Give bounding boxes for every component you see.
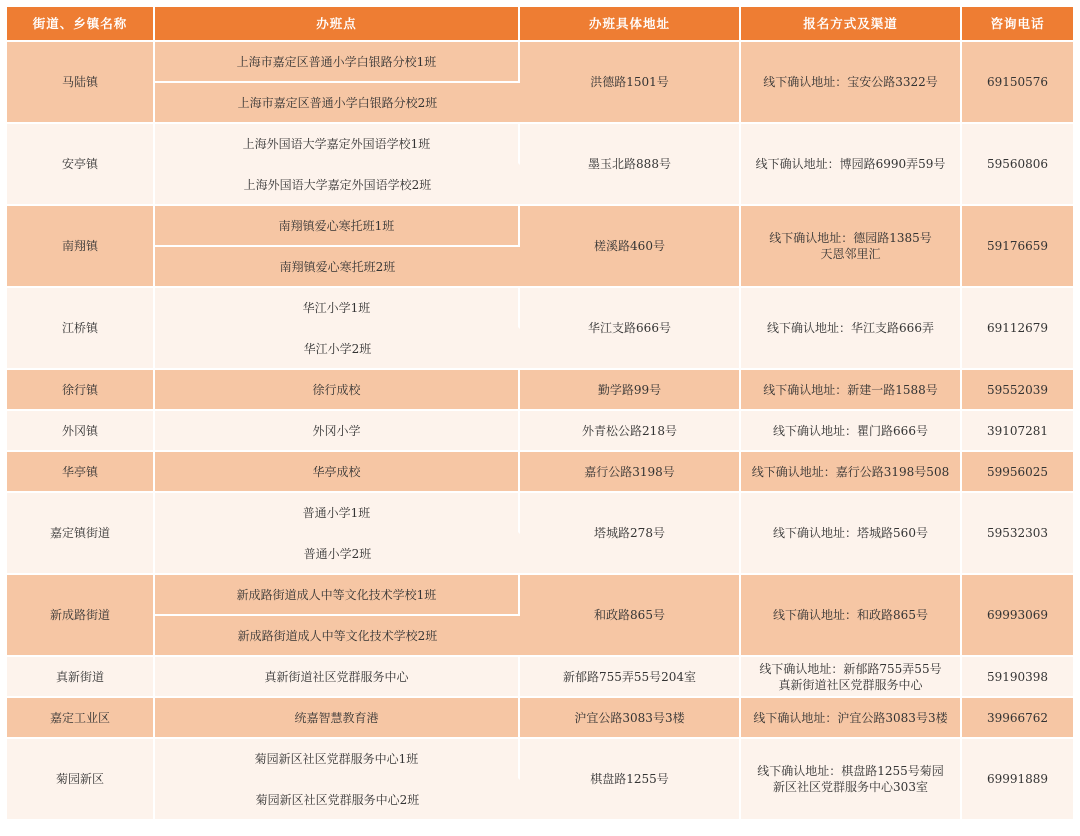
signup-cell [741,124,962,206]
signup-cell [741,288,962,370]
header-signup: 报名方式及渠道 [741,7,962,42]
table-row [7,206,1073,247]
signup-line: 天恩邻里汇 [820,247,881,261]
phone-cell: 59560806 [962,124,1073,206]
signup-line: 线下确认地址：瞿门路666号 [773,423,928,438]
header-phone: 咨询电话 [962,7,1073,42]
town-name-cell: 江桥镇 [7,288,155,370]
table-row [7,42,1073,83]
site-name-cell: 南翔镇爱心寒托班2班 [155,247,520,288]
town-name-cell: 嘉定工业区 [7,698,155,739]
table-row [7,698,1073,739]
phone-cell: 39966762 [962,698,1073,739]
header-site: 办班点 [155,7,520,42]
table-row [7,493,1073,534]
site-name-cell: 外冈小学 [155,411,520,452]
town-name-cell: 真新街道 [7,657,155,698]
site-name-cell: 徐行成校 [155,370,520,411]
address-cell: 嘉行公路3198号 [520,452,741,493]
phone-cell: 59176659 [962,206,1073,288]
signup-line: 新区社区党群服务中心303室 [773,780,928,794]
signup-line: 线下确认地址：德园路1385号 [769,231,932,245]
site-name-cell: 真新街道社区党群服务中心 [155,657,520,698]
town-name-cell: 新成路街道 [7,575,155,657]
site-name-cell: 上海外国语大学嘉定外国语学校1班 [155,124,520,165]
phone-cell: 59190398 [962,657,1073,698]
table-row [7,288,1073,329]
signup-cell [741,42,962,124]
site-name-cell: 菊园新区社区党群服务中心1班 [155,739,520,780]
town-name-cell: 菊园新区 [7,739,155,821]
table-row-group [7,739,1073,821]
table-header [7,7,1073,42]
town-name-cell: 安亭镇 [7,124,155,206]
address-cell: 沪宜公路3083号3楼 [520,698,741,739]
signup-line: 线下确认地址：塔城路560号 [773,526,928,540]
phone-cell: 59552039 [962,370,1073,411]
page [7,7,1073,821]
table-row [7,124,1073,165]
signup-line: 线下确认地址：宝安公路3322号 [763,75,938,89]
site-name-cell: 统嘉智慧教育港 [155,698,520,739]
signup-cell [741,739,962,821]
town-name-cell: 嘉定镇街道 [7,493,155,575]
address-cell: 勤学路99号 [520,370,741,411]
header-town: 街道、乡镇名称 [7,7,155,42]
table-row-group [7,370,1073,411]
town-name-cell: 外冈镇 [7,411,155,452]
phone-cell: 59956025 [962,452,1073,493]
table-row-group [7,206,1073,288]
table-row-group [7,288,1073,370]
town-name-cell: 马陆镇 [7,42,155,124]
table-row [7,575,1073,616]
signup-line: 线下确认地址：嘉行公路3198号508 [751,464,950,479]
table-row-group [7,657,1073,698]
address-cell: 和政路865号 [520,575,741,657]
signup-cell [741,206,962,288]
site-name-cell: 华亭成校 [155,452,520,493]
town-name-cell: 南翔镇 [7,206,155,288]
table-row [7,657,1073,698]
address-cell: 华江支路666号 [520,288,741,370]
table-row-group [7,42,1073,124]
signup-line: 真新街道社区党群服务中心 [778,677,923,692]
phone-cell: 69993069 [962,575,1073,657]
site-name-cell: 新成路街道成人中等文化技术学校2班 [155,616,520,657]
table-row [7,370,1073,411]
table-row-group [7,124,1073,206]
table-row-group [7,575,1073,657]
table-row [7,452,1073,493]
signup-line: 线下确认地址：华江支路666弄 [767,321,934,335]
table-row [7,411,1073,452]
address-cell: 棋盘路1255号 [520,739,741,821]
signup-cell [741,698,962,739]
signup-cell [741,657,962,698]
table-row [7,739,1073,780]
signup-line: 线下确认地址：沪宜公路3083号3楼 [753,710,948,725]
table-row-group [7,411,1073,452]
signup-cell [741,493,962,575]
town-name-cell: 华亭镇 [7,452,155,493]
address-cell: 新郁路755弄55号204室 [520,657,741,698]
signup-cell [741,575,962,657]
table-row-group [7,698,1073,739]
address-cell: 塔城路278号 [520,493,741,575]
town-name-cell: 徐行镇 [7,370,155,411]
address-cell: 洪德路1501号 [520,42,741,124]
header-row [7,7,1073,42]
site-name-cell: 菊园新区社区党群服务中心2班 [155,780,520,821]
signup-cell [741,411,962,452]
table-row-group [7,452,1073,493]
site-name-cell: 普通小学2班 [155,534,520,575]
site-name-cell: 上海市嘉定区普通小学白银路分校2班 [155,83,520,124]
site-name-cell: 新成路街道成人中等文化技术学校1班 [155,575,520,616]
signup-line: 线下确认地址：新建一路1588号 [763,382,938,397]
training-sites-table [7,7,1073,821]
phone-cell: 69150576 [962,42,1073,124]
site-name-cell: 上海市嘉定区普通小学白银路分校1班 [155,42,520,83]
table-row-group [7,493,1073,575]
site-name-cell: 华江小学1班 [155,288,520,329]
address-cell: 墨玉北路888号 [520,124,741,206]
phone-cell: 59532303 [962,493,1073,575]
site-name-cell: 南翔镇爱心寒托班1班 [155,206,520,247]
address-cell: 槎溪路460号 [520,206,741,288]
address-cell: 外青松公路218号 [520,411,741,452]
header-address: 办班具体地址 [520,7,741,42]
signup-cell [741,370,962,411]
signup-cell [741,452,962,493]
signup-line: 线下确认地址：新郁路755弄55号 [759,661,942,676]
site-name-cell: 上海外国语大学嘉定外国语学校2班 [155,165,520,206]
signup-line: 线下确认地址：博园路6990弄59号 [755,157,946,171]
signup-line: 线下确认地址：和政路865号 [773,608,928,622]
phone-cell: 69112679 [962,288,1073,370]
phone-cell: 39107281 [962,411,1073,452]
site-name-cell: 华江小学2班 [155,329,520,370]
phone-cell: 69991889 [962,739,1073,821]
signup-line: 线下确认地址：棋盘路1255号菊园 [757,764,944,778]
site-name-cell: 普通小学1班 [155,493,520,534]
